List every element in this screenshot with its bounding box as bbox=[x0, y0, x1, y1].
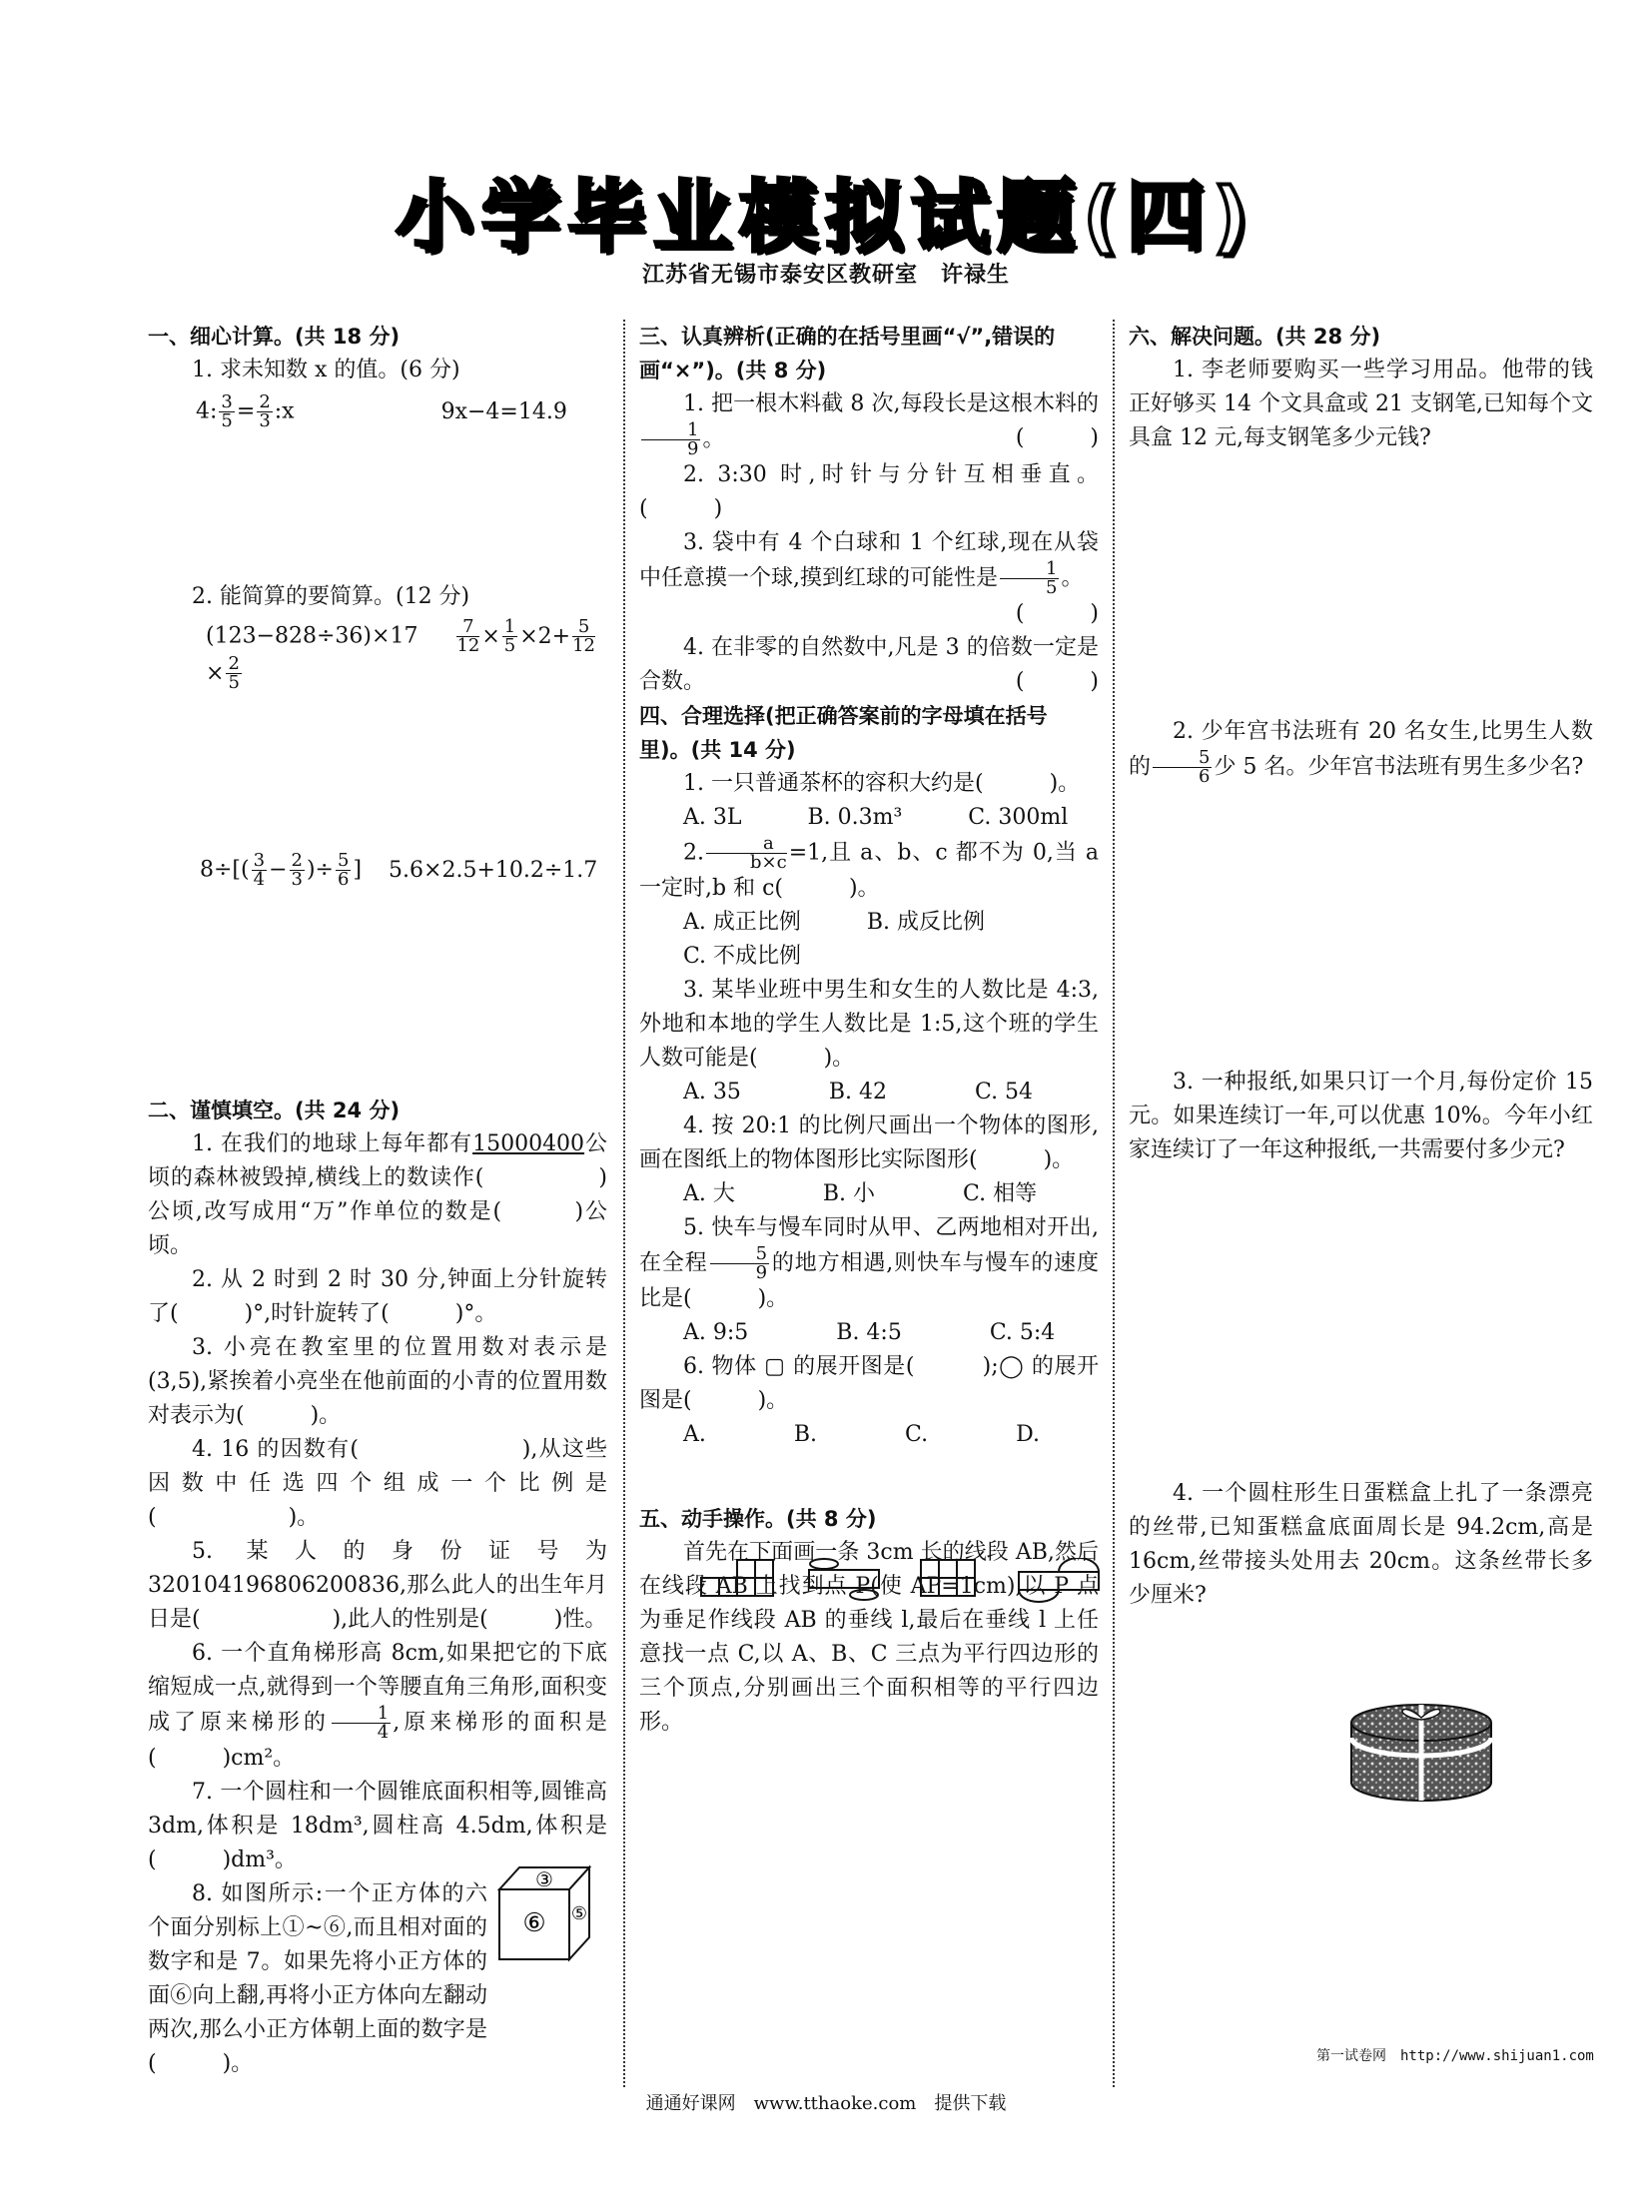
options: A. 9:5 B. 4:5 C. 5:4 bbox=[683, 1320, 1056, 1345]
cube-top-label: ③ bbox=[535, 1867, 553, 1891]
question: 1. 求未知数 x 的值。(6 分) bbox=[192, 358, 460, 382]
question: 2. 3:30 时,时针与分针互相垂直。( ) bbox=[639, 462, 1099, 521]
text: 9x−4=14.9 bbox=[440, 398, 567, 424]
question: 首先在下面画一条 3cm 长的线段 AB,然后在线段 AB 上找到点 P(使 AP=1cm),以 P 点为垂足作线段 AB 的垂线 l,最后在垂线 l 上任意找一点 C,以 A、B、C 三点为平行四边形的三个顶点,分别画出三个面积相等的平行四边形。 bbox=[639, 1540, 1099, 1735]
equation-row: 8÷[( $\frac{3}{4}$ − $\frac{2}{3}$ )÷ $\frac{5}{6}$ ] 5.6×2.5+10.2÷1.7 bbox=[200, 850, 598, 890]
net-option-b bbox=[809, 1559, 879, 1600]
equation-row bbox=[196, 393, 607, 430]
options: A. 成正比例 B. 成反比例 bbox=[683, 910, 986, 935]
fraction: $\frac{2}{3}$ bbox=[259, 391, 271, 431]
source-site: 第一试卷网 http://www.shijuan1.com bbox=[1316, 2048, 1594, 2064]
question: 4. 一个圆柱形生日蛋糕盒上扎了一条漂亮的丝带,已知蛋糕盒底面周长是 94.2cm,高是 16cm,丝带接头处用去 20cm。这条丝带长多少厘米? bbox=[1129, 1481, 1593, 1608]
question: 2. 从 2 时到 2 时 30 分,钟面上分针旋转了( )°,时针旋转了( )°。 bbox=[148, 1267, 607, 1326]
text: ] bbox=[353, 857, 363, 883]
options: C. 不成比例 bbox=[683, 944, 802, 969]
page-footer: 通通好课网 www.tthaoke.com 提供下载 bbox=[645, 2093, 1007, 2114]
question: 1. 在我们的地球上每年都有15000400公顷的森林被毁掉,横线上的数读作( )公顷,改写成用“万”作单位的数是( )公顷。 bbox=[148, 1131, 607, 1258]
column-left bbox=[148, 320, 607, 2081]
net-diagrams bbox=[699, 1558, 1109, 1608]
question: 3. 某毕业班中男生和女生的人数比是 4:3,外地和本地的学生人数比是 1:5,这个班的学生人数可能是( )。 bbox=[639, 978, 1099, 1071]
text: :x bbox=[274, 398, 295, 424]
question: 6. 一个直角梯形高 8cm,如果把它的下底缩短成一点,就得到一个等腰直角三角形,面积变成了原来梯形的 $\frac{1}{4}$ ,原来梯形的面积是( )cm²。 bbox=[148, 1641, 607, 1771]
options: A. B. C. D. bbox=[683, 1422, 1040, 1447]
question: 1. 一只普通茶杯的容积大约是( )。 bbox=[683, 771, 1081, 796]
answer-paren: ( ) bbox=[1015, 601, 1099, 626]
text: = bbox=[236, 398, 256, 424]
text: 8÷[( bbox=[200, 857, 250, 883]
question: 5. 某人的身份证号为 320104196806200836,那么此人的出生年月日是( ),此人的性别是( )性。 bbox=[148, 1539, 607, 1632]
question: 1. 李老师要购买一些学习用品。他带的钱正好够买 14 个文具盒或 21 支钢笔,已知每个文具盒 12 元,每支钢笔多少元钱? bbox=[1129, 358, 1593, 450]
question: 6. 物体 ▢ 的展开图是( );◯ 的展开图是( )。 bbox=[639, 1354, 1099, 1413]
question: 4. 按 20:1 的比例尺画出一个物体的图形,画在图纸上的物体图形比实际图形( )。 bbox=[639, 1113, 1099, 1172]
section-heading: 五、动手操作。(共 8 分) bbox=[639, 1507, 877, 1531]
question: 5. 快车与慢车同时从甲、乙两地相对开出,在全程 $\frac{5}{9}$ 的地方相遇,则快车与慢车的速度比是( )。 bbox=[639, 1215, 1099, 1311]
question: 2. $\frac{a}{b\times c}$ =1,且 a、b、c 都不为 0,当 a 一定时,b 和 c( )。 bbox=[639, 833, 1099, 901]
column-divider bbox=[1113, 320, 1115, 2087]
column-divider bbox=[623, 320, 625, 2087]
net-option-c bbox=[921, 1560, 975, 1596]
section-heading: 三、认真辨析(正确的在括号里画“√”,错误的画“×”)。(共 8 分) bbox=[639, 325, 1056, 382]
cake-box-figure bbox=[1346, 1698, 1496, 1808]
text: 4: bbox=[196, 398, 218, 424]
question: 4. 16 的因数有( ),从这些因数中任选四个组成一个比例是( )。 bbox=[148, 1437, 607, 1530]
text: 5.6×2.5+10.2÷1.7 bbox=[389, 857, 598, 883]
question: 2. 能简算的要简算。(12 分) bbox=[192, 584, 470, 609]
cube-side-label: ⑤ bbox=[570, 1903, 588, 1924]
equation-row bbox=[206, 618, 607, 692]
author-line: 江苏省无锡市泰安区教研室 许禄生 bbox=[641, 263, 1010, 288]
expression: $\frac{7}{12}$ × $\frac{1}{5}$ ×2+ $\frac{5}{12}$ × $\frac{2}{5}$ bbox=[206, 616, 596, 693]
column-right bbox=[1129, 320, 1593, 1613]
options: A. 3L B. 0.3m³ C. 300ml bbox=[683, 805, 1069, 830]
section-heading: 四、合理选择(把正确答案前的字母填在括号里)。(共 14 分) bbox=[639, 704, 1048, 762]
fraction: $\frac{3}{5}$ bbox=[221, 391, 233, 431]
question: 2. 少年宫书法班有 20 名女生,比男生人数的 $\frac{5}{6}$ 少 5 名。少年宫书法班有男生多少名? bbox=[1129, 719, 1593, 787]
options: A. 35 B. 42 C. 54 bbox=[683, 1080, 1034, 1105]
question: 7. 一个圆柱和一个圆锥底面积相等,圆锥高 3dm,体积是 18dm³,圆柱高 4.5dm,体积是( )dm³。 bbox=[148, 1780, 607, 1872]
section-heading: 二、谨慎填空。(共 24 分) bbox=[148, 1099, 401, 1122]
exam-title: 小学毕业模拟试题(四) bbox=[396, 173, 1256, 263]
cube-figure bbox=[489, 1859, 609, 1969]
question: 8. 如图所示:一个正方体的六个面分别标上①~⑥,而且相对面的数字和是 7。如果先将小正方体的面⑥向上翻,再将小正方体向左翻动两次,那么小正方体朝上面的数字是( )。 bbox=[148, 1881, 487, 2076]
column-middle bbox=[639, 320, 1099, 1740]
question: 3. 袋中有 4 个白球和 1 个红球,现在从袋中任意摸一个球,摸到红球的可能性是 $\frac{1}{5}$ 。 bbox=[639, 530, 1099, 598]
options: A. 大 B. 小 C. 相等 bbox=[683, 1181, 1038, 1206]
net-option-d bbox=[1019, 1558, 1099, 1602]
cube-front-label: ⑥ bbox=[522, 1908, 546, 1938]
section-heading: 六、解决问题。(共 28 分) bbox=[1129, 325, 1381, 349]
question: 4. 在非零的自然数中,凡是 3 的倍数一定是合数。 ( ) bbox=[639, 635, 1099, 694]
question: 1. 把一根木料截 8 次,每段长是这根木料的 $\frac{1}{9}$ 。 ( ) bbox=[639, 387, 1099, 458]
section-heading: 一、细心计算。(共 18 分) bbox=[148, 325, 401, 349]
net-option-a bbox=[701, 1560, 773, 1596]
question: 3. 一种报纸,如果只订一个月,每份定价 15 元。如果连续订一年,可以优惠 10%。今年小红家连续订了一年这种报纸,一共需要付多少元? bbox=[1129, 1070, 1593, 1162]
question: 3. 小亮在教室里的位置用数对表示是(3,5),紧挨着小亮坐在他前面的小青的位置用数对表示为( )。 bbox=[148, 1335, 607, 1428]
text: (123−828÷36)×17 bbox=[206, 623, 418, 649]
